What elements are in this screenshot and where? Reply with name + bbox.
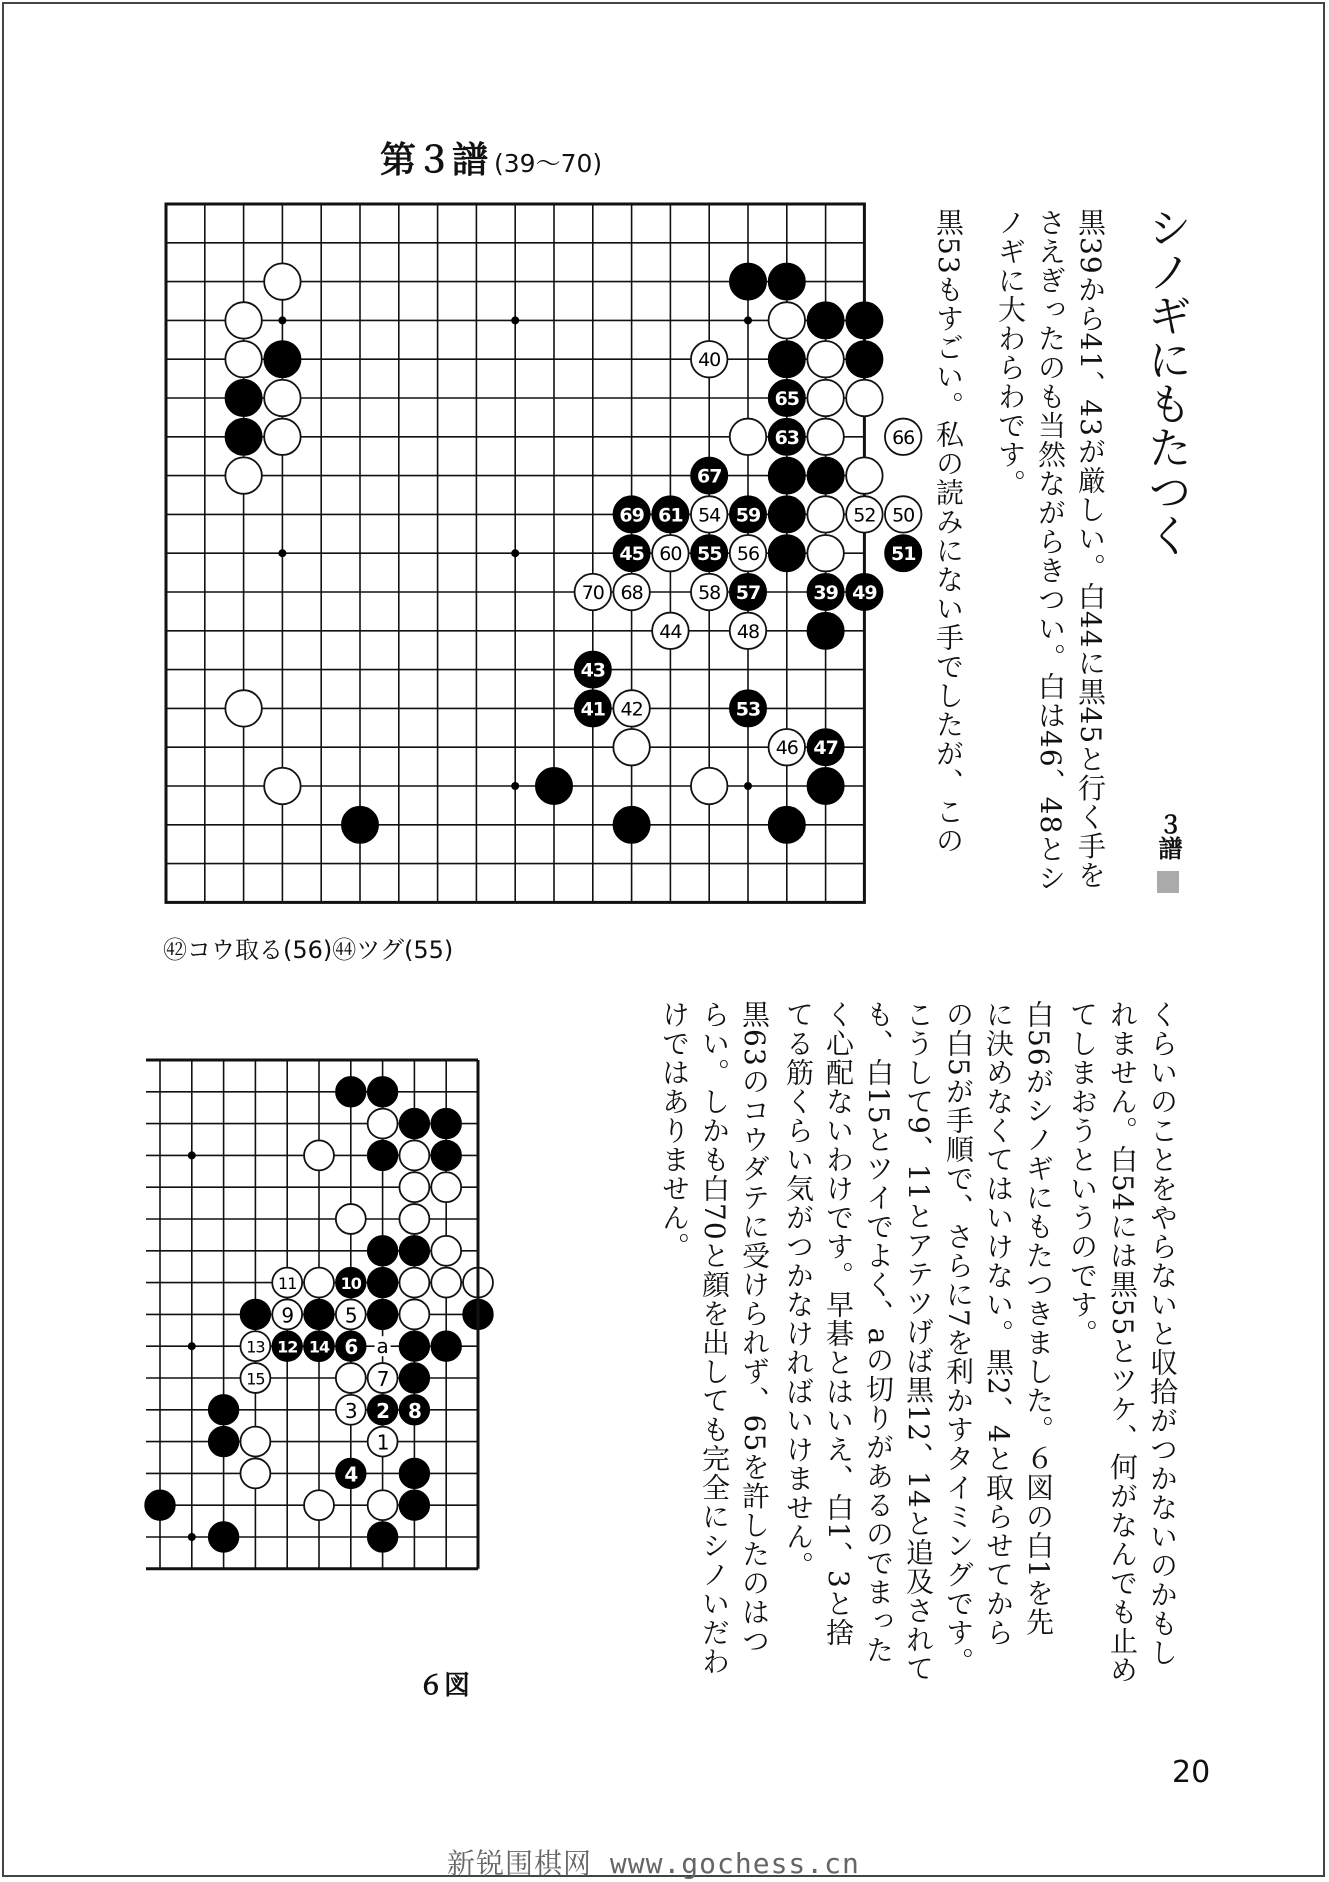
- black-stone: [399, 1458, 429, 1488]
- move-number: 39: [813, 582, 838, 604]
- star-point: [278, 549, 286, 557]
- move-number: 15: [246, 1369, 265, 1389]
- black-stone: [368, 1140, 398, 1170]
- white-stone: [807, 496, 843, 532]
- black-stone: [225, 419, 261, 455]
- text-column: 白56がシノギにもたつきました。６図の白1を先: [1022, 1000, 1055, 1637]
- black-stone: [399, 1490, 429, 1520]
- black-stone: [399, 1363, 429, 1393]
- text-column: れません。白54には黒55とツケ、何がなんでも止め: [1106, 1000, 1139, 1685]
- black-stone: [769, 535, 805, 571]
- black-stone: [807, 613, 843, 649]
- black-stone: [769, 341, 805, 377]
- black-stone: [240, 1299, 270, 1329]
- black-stone: [769, 457, 805, 493]
- game-record-marker: [1150, 812, 1186, 893]
- star-point: [744, 316, 752, 324]
- move-number: 50: [892, 504, 915, 527]
- white-stone: [368, 1109, 398, 1139]
- white-stone: [846, 457, 882, 493]
- move-number: 47: [813, 737, 838, 760]
- star-point: [744, 782, 752, 790]
- move-number: 51: [890, 543, 916, 566]
- diagram-move-range: (39〜70): [494, 149, 603, 178]
- black-stone: [368, 1236, 398, 1266]
- black-stone: [807, 768, 843, 804]
- black-stone: [209, 1427, 239, 1457]
- white-stone: [304, 1140, 334, 1170]
- white-stone: [336, 1204, 366, 1234]
- white-stone: [304, 1268, 334, 1298]
- diagram-note: ㊷コウ取る(56)㊹ツグ(55): [163, 936, 454, 964]
- move-number: 41: [580, 698, 606, 721]
- text-column: く心配ないわけです。早碁とはいえ、白1、3と捨: [822, 1000, 855, 1647]
- black-stone: [145, 1490, 175, 1520]
- black-stone: [368, 1268, 398, 1298]
- diagram-title: [380, 132, 602, 183]
- gray-marker-block: [1157, 871, 1179, 893]
- white-stone: [399, 1204, 429, 1234]
- move-number: 3: [344, 1398, 357, 1423]
- black-stone: [264, 341, 300, 377]
- white-stone: [225, 302, 261, 338]
- move-number: 5: [344, 1303, 357, 1328]
- black-stone: [209, 1522, 239, 1552]
- game-record-label: ３譜: [1154, 812, 1182, 860]
- text-column: 黒63のコウダテに受けられず、65を許したのはつ: [738, 1000, 771, 1656]
- move-number: 11: [278, 1274, 297, 1294]
- white-stone: [431, 1172, 461, 1202]
- move-number: 67: [696, 465, 722, 488]
- black-stone: [846, 302, 882, 338]
- article-heading: シノギにもたつく: [1140, 205, 1191, 557]
- black-stone: [536, 768, 572, 804]
- move-number: 60: [659, 543, 682, 566]
- black-stone: [368, 1299, 398, 1329]
- move-number: 9: [281, 1303, 294, 1328]
- black-stone: [336, 1077, 366, 1107]
- move-number: 54: [698, 504, 721, 527]
- move-number: 13: [246, 1337, 265, 1357]
- white-stone: [399, 1299, 429, 1329]
- white-stone: [807, 341, 843, 377]
- white-stone: [264, 380, 300, 416]
- white-stone: [225, 457, 261, 493]
- text-column: に決めなくてはいけない。黒2、4と取らせてから: [982, 1000, 1015, 1647]
- page-number: 20: [1172, 1755, 1211, 1790]
- white-stone: [730, 419, 766, 455]
- star-point: [511, 316, 519, 324]
- black-stone: [304, 1299, 334, 1329]
- text-column: らい。しかも白70と顔を出しても完全にシノいだわ: [698, 1000, 731, 1676]
- move-number: 53: [735, 698, 761, 721]
- white-stone: [399, 1172, 429, 1202]
- black-stone: [846, 341, 882, 377]
- black-stone: [431, 1331, 461, 1361]
- black-stone: [769, 807, 805, 843]
- move-number: 7: [376, 1367, 389, 1391]
- text-column: の白5が手順で、さらに7を利かすタイミングです。: [942, 1000, 975, 1676]
- white-stone: [846, 380, 882, 416]
- black-stone: [368, 1077, 398, 1107]
- white-stone: [240, 1427, 270, 1457]
- text-column: こうして9、11とアテツげば黒12、14と追及されて: [902, 1000, 935, 1683]
- move-number: 44: [659, 620, 682, 643]
- text-column: 黒39から41、43が厳しい。白44に黒45と行く手を: [1074, 208, 1107, 890]
- white-stone: [431, 1236, 461, 1266]
- text-column: ノギに大わらわです。: [994, 208, 1027, 498]
- black-stone: [342, 807, 378, 843]
- white-stone: [225, 690, 261, 726]
- move-number: 56: [736, 543, 760, 566]
- black-stone: [368, 1522, 398, 1552]
- move-number: 40: [698, 349, 721, 372]
- move-number: 65: [774, 388, 800, 410]
- black-stone: [431, 1140, 461, 1170]
- move-number: 43: [580, 659, 606, 682]
- figure-6-label: ６図: [418, 1671, 471, 1701]
- move-number: 61: [658, 504, 683, 527]
- white-stone: [807, 380, 843, 416]
- black-stone: [613, 807, 649, 843]
- white-stone: [399, 1268, 429, 1298]
- black-stone: [769, 496, 805, 532]
- black-stone: [399, 1331, 429, 1361]
- black-stone: [399, 1109, 429, 1139]
- move-number: 4: [344, 1462, 358, 1487]
- white-stone: [613, 729, 649, 765]
- black-stone: [431, 1109, 461, 1139]
- black-stone: [399, 1236, 429, 1266]
- move-number: 6: [344, 1335, 358, 1360]
- white-stone: [368, 1490, 398, 1520]
- move-number: 59: [735, 504, 761, 527]
- point-label: a: [376, 1334, 389, 1359]
- star-point: [511, 549, 519, 557]
- white-stone: [807, 535, 843, 571]
- black-stone: [807, 457, 843, 493]
- text-column: も、白15とツイでよく、aの切りがあるのでまった: [862, 1000, 895, 1665]
- move-number: 52: [853, 504, 876, 527]
- move-number: 46: [775, 737, 798, 760]
- star-point: [278, 316, 286, 324]
- black-stone: [769, 263, 805, 299]
- white-stone: [225, 341, 261, 377]
- move-number: 8: [407, 1398, 421, 1423]
- move-number: 58: [698, 582, 721, 604]
- go-board-diagram-3: [160, 198, 916, 908]
- diagram-title-text: 第３譜: [380, 140, 489, 181]
- move-number: 63: [774, 426, 800, 449]
- move-number: 1: [376, 1430, 389, 1455]
- white-stone: [399, 1140, 429, 1170]
- white-stone: [264, 768, 300, 804]
- move-number: 45: [619, 543, 644, 566]
- white-stone: [769, 302, 805, 338]
- text-column: さえぎったのも当然ながらきつい。白は46、48とシ: [1034, 208, 1067, 893]
- white-stone: [691, 768, 727, 804]
- move-number: 49: [852, 582, 877, 604]
- star-point: [188, 1342, 196, 1350]
- text-column: 黒53もすごい。私の読みにない手でしたが、この: [932, 208, 965, 855]
- star-point: [188, 1533, 196, 1541]
- black-stone: [807, 302, 843, 338]
- move-number: 68: [620, 582, 643, 604]
- white-stone: [431, 1268, 461, 1298]
- move-number: 55: [696, 543, 722, 566]
- black-stone: [209, 1395, 239, 1425]
- move-number: 48: [736, 620, 760, 643]
- text-column: てる筋くらい気がつかなければいけません。: [782, 1000, 815, 1580]
- move-number: 66: [892, 426, 915, 449]
- black-stone: [225, 380, 261, 416]
- move-number: 14: [308, 1337, 330, 1357]
- white-stone: [807, 419, 843, 455]
- move-number: 10: [340, 1274, 361, 1294]
- move-number: 69: [619, 504, 644, 527]
- white-stone: [264, 419, 300, 455]
- white-stone: [336, 1363, 366, 1393]
- white-stone: [240, 1458, 270, 1488]
- go-board-diagram-6: [140, 1048, 500, 1648]
- move-number: 70: [581, 582, 604, 604]
- white-stone: [304, 1490, 334, 1520]
- star-point: [511, 782, 519, 790]
- star-point: [188, 1151, 196, 1159]
- site-watermark: 新锐围棋网 www.gochess.cn: [447, 1847, 860, 1880]
- move-number: 42: [620, 698, 643, 721]
- move-number: 12: [277, 1337, 298, 1357]
- move-number: 2: [376, 1398, 390, 1423]
- black-stone: [730, 263, 766, 299]
- text-column: くらいのことをやらないと収拾がつかないのかもし: [1146, 1000, 1179, 1667]
- text-column: てしまおうというのです。: [1066, 1000, 1099, 1348]
- white-stone: [264, 263, 300, 299]
- move-number: 57: [735, 582, 761, 604]
- text-column: けではありません。: [658, 1000, 691, 1261]
